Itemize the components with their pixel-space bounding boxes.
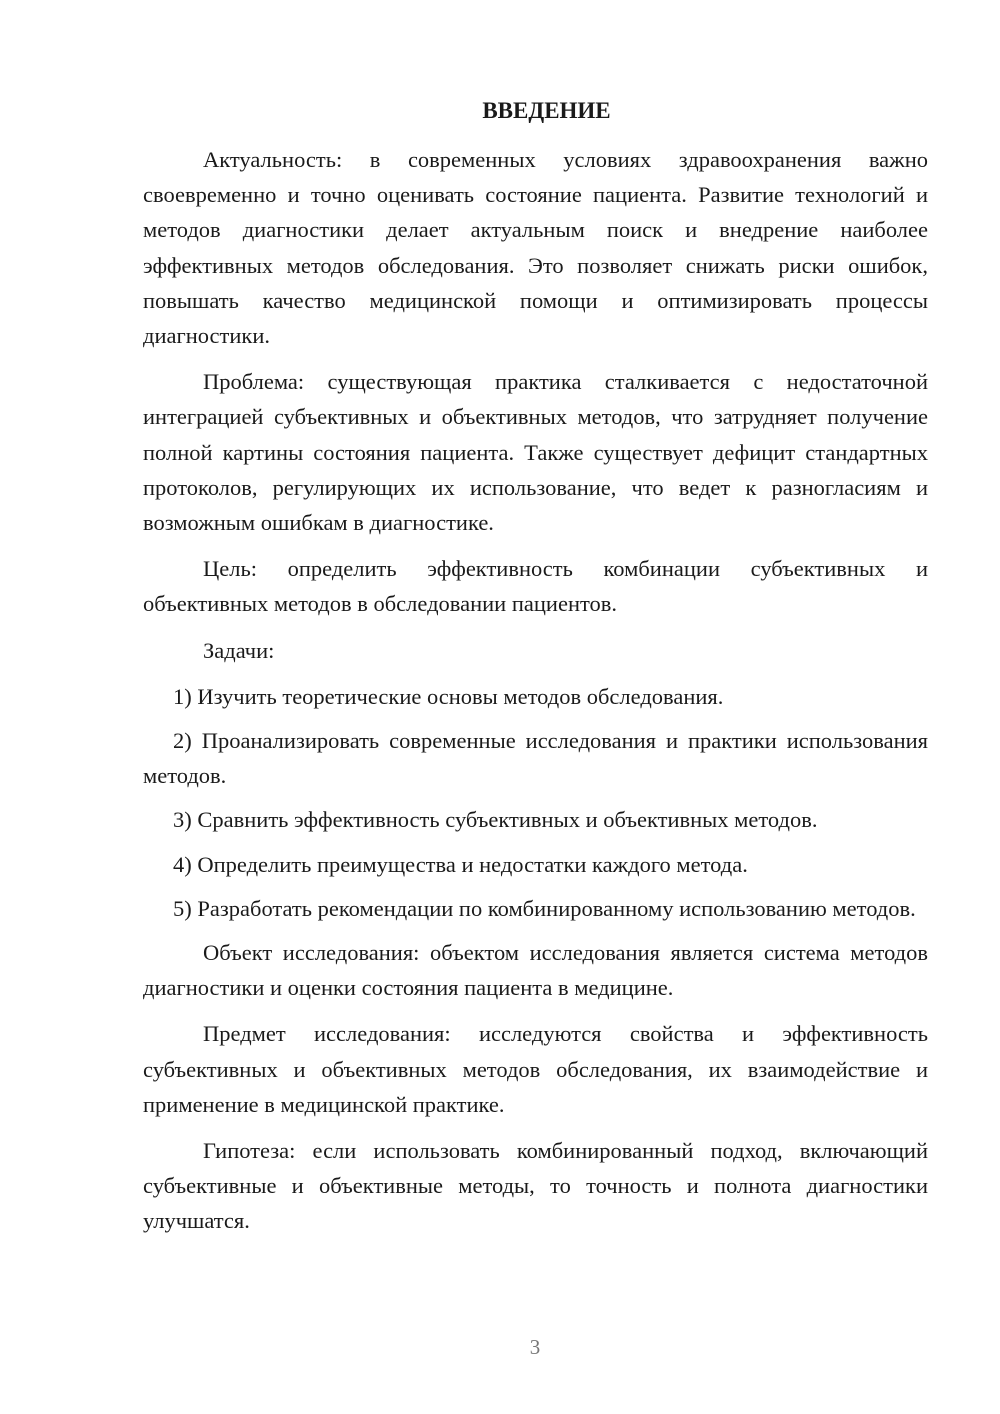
task-item: 3) Сравнить эффективность субъективных и объективных методов. bbox=[173, 807, 818, 833]
task-item: 1) Изучить теоретические основы методов обследования. bbox=[173, 683, 724, 709]
subject-paragraph: Предмет исследования: исследуются свойства и эффективность субъективных и объективных методов обследования, их взаимодействие и применение в медицинской практике. bbox=[143, 1021, 928, 1117]
task-item: 5) Разработать рекомендации по комбинированному использованию методов. bbox=[173, 895, 916, 921]
page-title: ВВЕДЕНИЕ bbox=[482, 98, 611, 123]
page-content bbox=[143, 93, 928, 1250]
hypothesis-paragraph: Гипотеза: если использовать комбинированный подход, включающий субъективные и объективные методы, то точность и полнота диагностики улучшатся. bbox=[143, 1138, 928, 1234]
relevance-paragraph: Актуальность: в современных условиях здравоохранения важно своевременно и точно оценивать состояние пациента. Развитие технологий и методов диагностики делает актуальным поиск и внедрение наиболее эффективных методов обследования. Это позволяет снижать риски ошибок, повышать качество медицинской помощи и оптимизировать процессы диагностики. bbox=[143, 147, 928, 349]
problem-paragraph: Проблема: существующая практика сталкивается с недостаточной интеграцией субъективных и объективных методов, что затрудняет получение полной картины состояния пациента. Также существует дефицит стандартных протоколов, регулирующих их использование, что ведет к разногласиям и возможным ошибкам в диагностике. bbox=[143, 369, 928, 536]
goal-paragraph: Цель: определить эффективность комбинации субъективных и объективных методов в обследовании пациентов. bbox=[143, 556, 928, 617]
tasks-heading: Задачи: bbox=[203, 637, 275, 663]
object-paragraph: Объект исследования: объектом исследования является система методов диагностики и оценки состояния пациента в медицине. bbox=[143, 940, 928, 1001]
task-item: 4) Определить преимущества и недостатки каждого метода. bbox=[173, 851, 748, 877]
task-item: 2) Проанализировать современные исследования и практики использования методов. bbox=[143, 728, 928, 789]
page-number: 3 bbox=[529, 1335, 541, 1359]
